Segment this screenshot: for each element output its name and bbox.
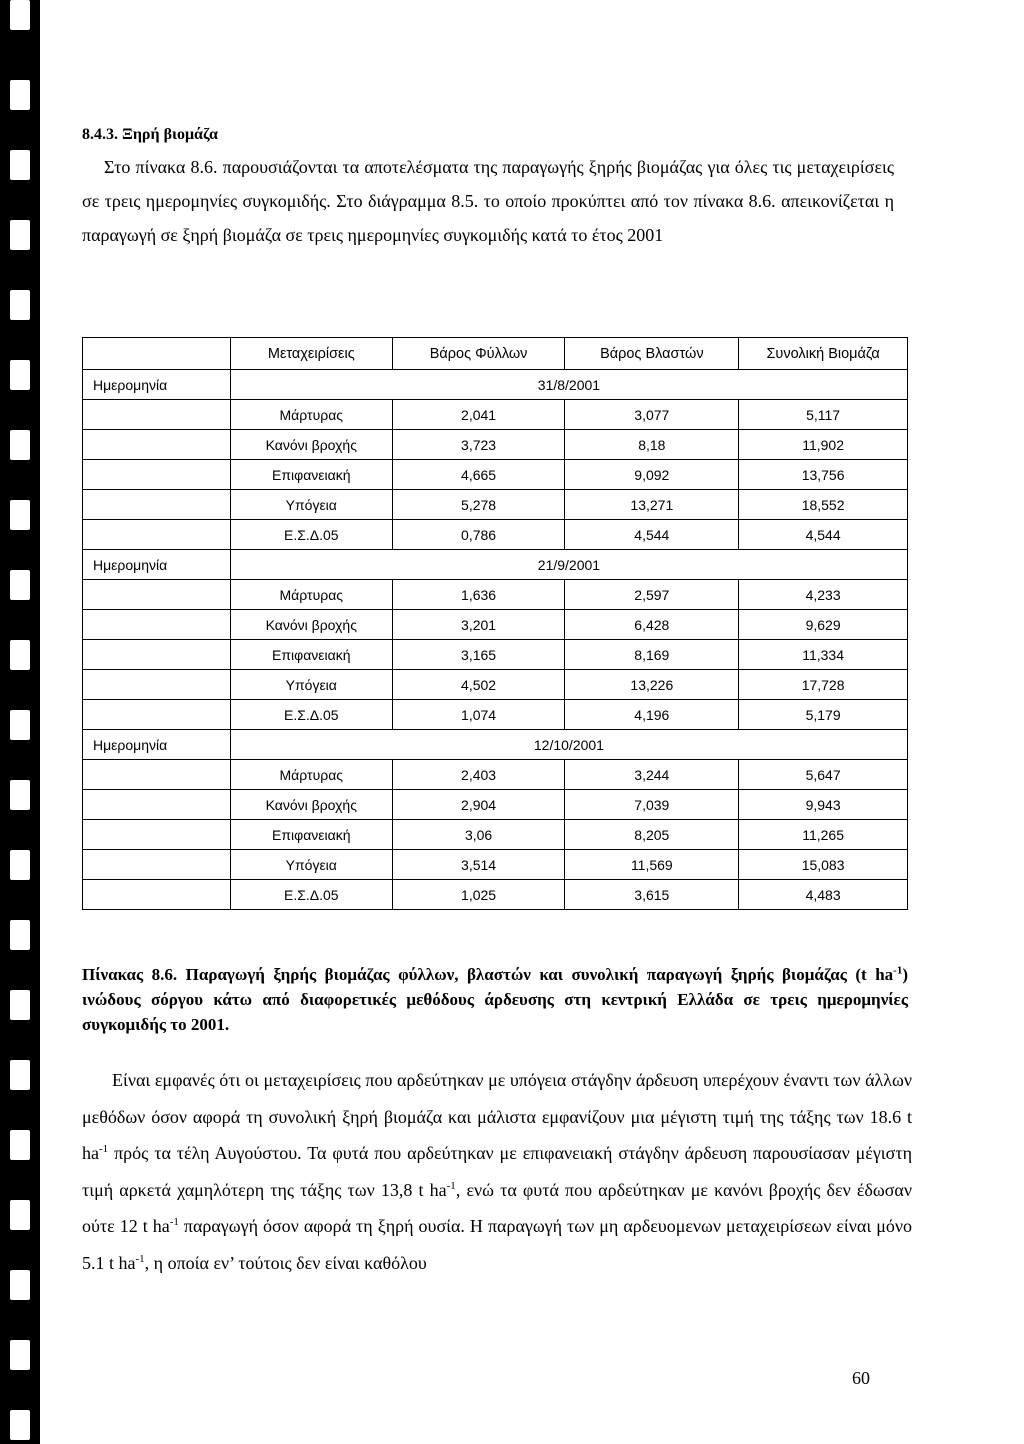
column-header: Βάρος Βλαστών — [565, 338, 739, 370]
binding-hole — [10, 920, 30, 950]
value-cell: 2,597 — [565, 580, 739, 610]
binding-hole — [10, 710, 30, 740]
treatment-name: Κανόνι βροχής — [230, 610, 392, 640]
date-label: Ημερομηνία — [83, 730, 231, 760]
treatment-name: Κανόνι βροχής — [230, 790, 392, 820]
empty-cell — [83, 700, 231, 730]
body-sentence: , ενώ τα φυτά που αρδεύτηκαν με κανόνι βροχής δεν έδωσαν ούτε 12 t ha — [82, 1179, 912, 1236]
header-corner — [83, 338, 231, 370]
binding-hole — [10, 1270, 30, 1300]
table-row — [83, 580, 908, 610]
value-cell: 3,201 — [392, 610, 565, 640]
table-body — [83, 338, 908, 910]
table-row — [83, 850, 908, 880]
value-cell: 2,041 — [392, 400, 565, 430]
binding-hole — [10, 570, 30, 600]
treatment-name: Επιφανειακή — [230, 640, 392, 670]
date-row — [83, 550, 908, 580]
empty-cell — [83, 520, 231, 550]
table-row — [83, 670, 908, 700]
table-row — [83, 400, 908, 430]
binding-hole — [10, 1060, 30, 1090]
binding-hole — [10, 220, 30, 250]
binding-hole — [10, 1340, 30, 1370]
binding-hole — [10, 80, 30, 110]
treatment-name: Επιφανειακή — [230, 460, 392, 490]
unit-sup: -1 — [169, 1216, 179, 1228]
value-cell: 9,943 — [739, 790, 908, 820]
value-cell: 9,629 — [739, 610, 908, 640]
value-cell: 3,723 — [392, 430, 565, 460]
body-sentence: πρός τα τέλη Αυγούστου. Τα φυτά που αρδεύτηκαν με επιφανειακή στάγδην άρδευση παρουσίασαν μέγιστη τιμή αρκετά χαμηλότερη της τάξης των 13,8 t ha — [82, 1143, 912, 1200]
harvest-date: 21/9/2001 — [230, 550, 907, 580]
empty-cell — [83, 820, 231, 850]
value-cell: 11,902 — [739, 430, 908, 460]
binding-hole — [10, 640, 30, 670]
value-cell: 3,06 — [392, 820, 565, 850]
table-row — [83, 700, 908, 730]
empty-cell — [83, 490, 231, 520]
empty-cell — [83, 640, 231, 670]
table-row — [83, 880, 908, 910]
biomass-table-wrapper — [82, 337, 908, 942]
table-row — [83, 430, 908, 460]
value-cell: 1,025 — [392, 880, 565, 910]
value-cell: 2,904 — [392, 790, 565, 820]
value-cell: 17,728 — [739, 670, 908, 700]
date-label: Ημερομηνία — [83, 370, 231, 400]
binding-hole — [10, 850, 30, 880]
empty-cell — [83, 430, 231, 460]
value-cell: 3,244 — [565, 760, 739, 790]
body-sentence: , η οποία εν’ τούτοις δεν είναι καθόλου — [144, 1252, 427, 1273]
table-row — [83, 610, 908, 640]
value-cell: 4,483 — [739, 880, 908, 910]
value-cell: 5,179 — [739, 700, 908, 730]
caption-text-2: ) ινώδους σόργου κάτω από διαφορετικές μεθόδους άρδευσης στη κεντρική Ελλάδα σε τρεις ημερομηνίες συγκομιδής το 2001. — [82, 965, 908, 1034]
intro-paragraph — [82, 150, 894, 252]
value-cell: 3,077 — [565, 400, 739, 430]
binding-hole — [10, 500, 30, 530]
value-cell: 1,636 — [392, 580, 565, 610]
table-caption — [82, 962, 908, 1037]
value-cell: 8,169 — [565, 640, 739, 670]
table-header-row — [83, 338, 908, 370]
treatment-name: Υπόγεια — [230, 850, 392, 880]
body-paragraph — [82, 1062, 912, 1281]
value-cell: 8,18 — [565, 430, 739, 460]
treatment-name: Μάρτυρας — [230, 760, 392, 790]
intro-text: Στο πίνακα 8.6. παρουσιάζονται τα αποτελέσματα της παραγωγής ξηρής βιομάζας για όλες τις μεταχειρίσεις σε τρεις ημερομηνίες συγκομιδής. Στο διάγραμμα 8.5. το οποίο προκύπτει από τον πίνακα 8.6. απεικονίζεται η παραγωγή σε ξηρή βιομάζα σε τρεις ημερομηνίες συγκομιδής κατά το έτος 2001 — [82, 157, 894, 245]
value-cell: 3,165 — [392, 640, 565, 670]
table-row — [83, 460, 908, 490]
empty-cell — [83, 610, 231, 640]
empty-cell — [83, 580, 231, 610]
treatment-name: Ε.Σ.Δ.05 — [230, 880, 392, 910]
treatment-name: Υπόγεια — [230, 490, 392, 520]
treatment-name: Κανόνι βροχής — [230, 430, 392, 460]
table-row — [83, 490, 908, 520]
binding-hole — [10, 290, 30, 320]
value-cell: 13,756 — [739, 460, 908, 490]
treatment-name: Επιφανειακή — [230, 820, 392, 850]
binding-hole — [10, 0, 30, 30]
date-row — [83, 730, 908, 760]
empty-cell — [83, 880, 231, 910]
unit-sup: -1 — [446, 1179, 456, 1192]
body-sentence: Είναι εμφανές ότι οι μεταχειρίσεις που αρδεύτηκαν με υπόγεια στάγδην άρδευση υπερέχουν έναντι των άλλων μεθόδων όσον αφορά τη συνολική ξηρή βιομάζα και μάλιστα εμφανίζουν μια μέγιστη τιμή της τάξης των 18.6 t ha — [82, 1070, 912, 1163]
body-sentence: παραγωγή όσον αφορά τη ξηρή ουσία. Η παραγωγή των μη αρδευομενων μεταχειρίσεων είναι μόνο 5.1 t ha — [82, 1216, 912, 1273]
binding-hole — [10, 1410, 30, 1440]
unit-sup: -1 — [99, 1143, 109, 1155]
body-text — [82, 1062, 912, 1281]
value-cell: 8,205 — [565, 820, 739, 850]
empty-cell — [83, 460, 231, 490]
empty-cell — [83, 760, 231, 790]
caption-sup: -1 — [893, 964, 903, 977]
value-cell: 5,278 — [392, 490, 565, 520]
value-cell: 1,074 — [392, 700, 565, 730]
value-cell: 13,226 — [565, 670, 739, 700]
value-cell: 11,265 — [739, 820, 908, 850]
treatment-name: Μάρτυρας — [230, 580, 392, 610]
column-header: Συνολική Βιομάζα — [739, 338, 908, 370]
harvest-date: 31/8/2001 — [230, 370, 907, 400]
date-label: Ημερομηνία — [83, 550, 231, 580]
table-row — [83, 520, 908, 550]
value-cell: 4,196 — [565, 700, 739, 730]
value-cell: 4,665 — [392, 460, 565, 490]
value-cell: 4,544 — [565, 520, 739, 550]
treatment-name: Ε.Σ.Δ.05 — [230, 520, 392, 550]
value-cell: 11,334 — [739, 640, 908, 670]
binding-hole — [10, 360, 30, 390]
unit-sup: -1 — [135, 1252, 145, 1265]
caption-text-1: Πίνακας 8.6. Παραγωγή ξηρής βιομάζας φύλλων, βλαστών και συνολική παραγωγή ξηρής βιομάζας (t ha — [82, 965, 894, 984]
empty-cell — [83, 790, 231, 820]
treatment-name: Ε.Σ.Δ.05 — [230, 700, 392, 730]
column-header: Βάρος Φύλλων — [392, 338, 565, 370]
table-row — [83, 790, 908, 820]
value-cell: 3,514 — [392, 850, 565, 880]
binding-hole — [10, 1130, 30, 1160]
section-heading: 8.4.3. Ξηρή βιομάζα — [82, 126, 218, 143]
value-cell: 13,271 — [565, 490, 739, 520]
page-number: 60 — [852, 1368, 870, 1388]
value-cell: 5,117 — [739, 400, 908, 430]
binding-hole — [10, 430, 30, 460]
treatment-name: Μάρτυρας — [230, 400, 392, 430]
empty-cell — [83, 850, 231, 880]
value-cell: 7,039 — [565, 790, 739, 820]
table-row — [83, 760, 908, 790]
date-row — [83, 370, 908, 400]
table-row — [83, 820, 908, 850]
binding-hole — [10, 150, 30, 180]
biomass-table — [82, 337, 908, 910]
empty-cell — [83, 670, 231, 700]
treatment-name: Υπόγεια — [230, 670, 392, 700]
empty-cell — [83, 400, 231, 430]
value-cell: 3,615 — [565, 880, 739, 910]
value-cell: 15,083 — [739, 850, 908, 880]
binding-hole — [10, 1200, 30, 1230]
value-cell: 4,233 — [739, 580, 908, 610]
value-cell: 11,569 — [565, 850, 739, 880]
table-row — [83, 640, 908, 670]
value-cell: 9,092 — [565, 460, 739, 490]
column-header: Μεταχειρίσεις — [230, 338, 392, 370]
value-cell: 4,502 — [392, 670, 565, 700]
binding-holes — [0, 0, 40, 1444]
binding-hole — [10, 780, 30, 810]
value-cell: 5,647 — [739, 760, 908, 790]
value-cell: 6,428 — [565, 610, 739, 640]
value-cell: 0,786 — [392, 520, 565, 550]
binding-hole — [10, 990, 30, 1020]
value-cell: 2,403 — [392, 760, 565, 790]
value-cell: 18,552 — [739, 490, 908, 520]
harvest-date: 12/10/2001 — [230, 730, 907, 760]
value-cell: 4,544 — [739, 520, 908, 550]
